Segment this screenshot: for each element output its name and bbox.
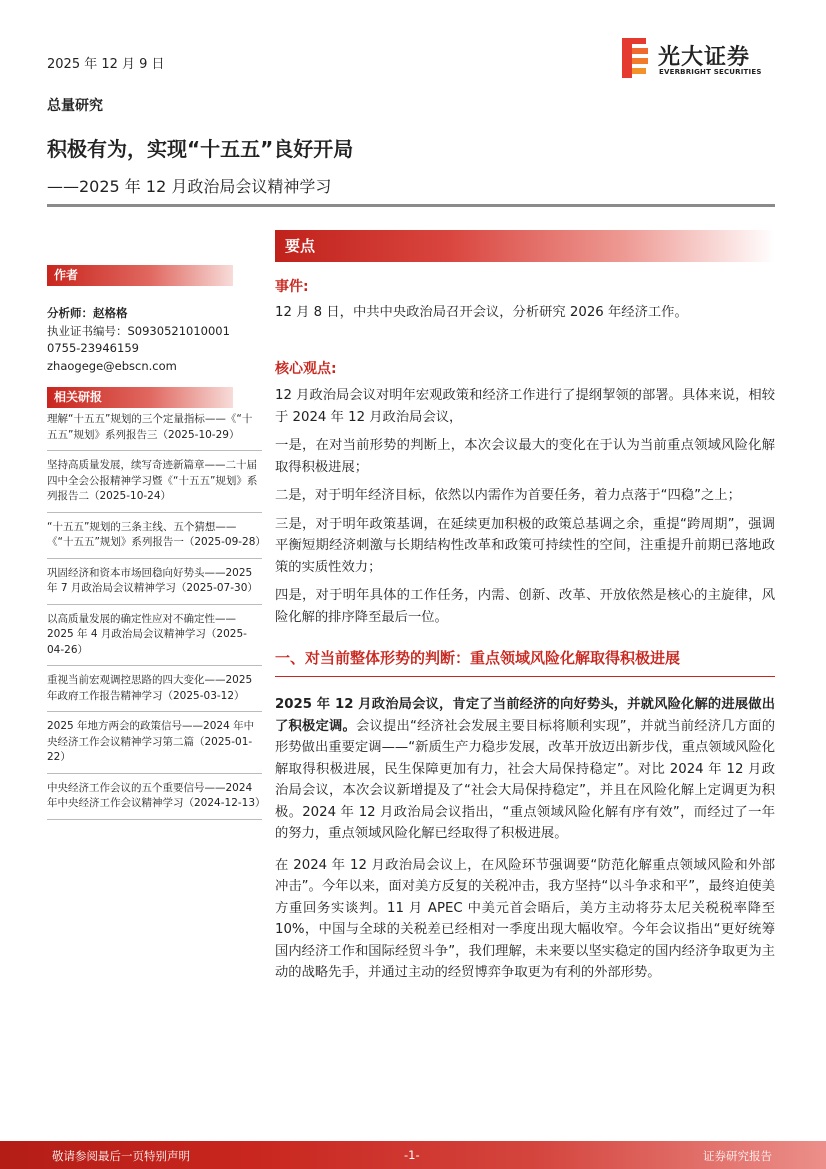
company-logo <box>620 38 780 82</box>
license-number: 执业证书编号：S0930521010001 <box>47 323 230 338</box>
research-link[interactable]: “十五五”规划的三条主线、五个猜想——《“十五五”规划》系列报告一（2025-09-28） <box>47 513 262 559</box>
disclaimer-note: 敬请参阅最后一页特别声明 <box>52 1149 190 1163</box>
section-body <box>275 694 775 994</box>
body-text: 会议提出“经济社会发展主要目标将顺利实现”，并就当前经济几方面的形势做出重要定调——“新质生产力稳步发展，改革开放迈出新步伐，重点领域风险化解取得积极进展，民生保障更加有力，社会大局保持稳定”。对比 2024 年 12 月政治局会议，本次会议新增提及了“社会大局保持稳定”，并且在风险化解上定调更为积极。2024 年 12 月政治局会议指出，“重点领域风险化解有序有效”，而经过了一年的努力，重点领域风险化解已经取得了积极进展。 <box>275 718 776 841</box>
core-view-paragraph: 二是，对于明年经济目标，依然以内需作为首要任务，着力点落于“四稳”之上； <box>275 488 741 503</box>
research-link[interactable]: 2025 年地方两会的政策信号——2024 年中央经济工作会议精神学习第二篇（2025-01-22） <box>47 712 262 774</box>
section-divider <box>275 676 775 677</box>
page-number: -1- <box>404 1148 420 1162</box>
research-link[interactable]: 坚持高质量发展，续写奇迹新篇章——二十届四中全会公报精神学习暨《“十五五”规划》系列报告二（2025-10-24） <box>47 451 262 513</box>
logo-text-en: EVERBRIGHT SECURITIES <box>659 68 762 76</box>
core-view-paragraph: 12 月政治局会议对明年宏观政策和经济工作进行了提纲挈领的部署。具体来说，相较于 2024 年 12 月政治局会议， <box>275 388 775 425</box>
research-link[interactable]: 重视当前宏观调控思路的四大变化——2025 年政府工作报告精神学习（2025-03-12） <box>47 666 262 712</box>
author-heading: 作者 <box>47 265 233 286</box>
event-label: 事件: <box>275 279 309 295</box>
email-address: zhaogege@ebscn.com <box>47 358 177 373</box>
event-text: 12 月 8 日，中共中央政治局召开会议，分析研究 2026 年经济工作。 <box>275 305 688 320</box>
page-footer <box>0 1141 826 1169</box>
core-view-paragraph: 四是，对于明年具体的工作任务，内需、创新、改革、开放依然是核心的主旋律，风险化解的排序降至最后一位。 <box>275 588 775 625</box>
everbright-logo-icon <box>620 38 650 78</box>
report-date: 2025 年 12 月 9 日 <box>47 57 165 72</box>
research-link[interactable]: 以高质量发展的确定性应对不确定性——2025 年 4 月政治局会议精神学习（2025-04-26） <box>47 605 262 667</box>
section-title: 一、对当前整体形势的判断：重点领域风险化解取得积极进展 <box>275 649 681 667</box>
body-paragraph: 在 2024 年 12 月政治局会议上，在风险环节强调要“防范化解重点领域风险和外部冲击”。今年以来，面对美方反复的关税冲击，我方坚持“以斗争求和平”，最终迫使美方重回务实谈判。11 月 APEC 中美元首会晤后，美方主动将芬太尼关税税率降至 10%，中国与全球的关税差已经相对一季度出现大幅收窄。今年会议指出“更好统筹国内经济工作和国际经贸斗争”，我们理解，未来要以坚实稳定的国内经济争取更为主动的战略先手，并通过主动的经贸博弈争取更为有利的外部形势。 <box>275 857 775 980</box>
research-link[interactable]: 巩固经济和资本市场回稳向好势头——2025 年 7 月政治局会议精神学习（2025-07-30） <box>47 559 262 605</box>
core-view-label: 核心观点: <box>275 361 337 377</box>
author-info <box>47 305 262 375</box>
core-view-list <box>275 385 775 635</box>
page-subtitle: ——2025 年 12 月政治局会议精神学习 <box>47 177 332 196</box>
key-points-heading: 要点 <box>275 230 775 262</box>
research-link[interactable]: 理解“十五五”规划的三个定量指标——《“十五五”规划》系列报告三（2025-10-29） <box>47 408 262 451</box>
analyst-name: 分析师：赵格格 <box>47 306 128 320</box>
body-emphasis: 2025 年 12 月政治局会议，肯定了当前经济的向好势头，并就风险化解的进展做出了积极定调。 <box>275 697 775 734</box>
phone-number: 0755-23946159 <box>47 341 139 355</box>
core-view-paragraph: 一是，在对当前形势的判断上，本次会议最大的变化在于认为当前重点领域风险化解取得积极进展； <box>275 438 775 475</box>
report-type: 证券研究报告 <box>703 1149 772 1163</box>
body-paragraph <box>275 694 775 845</box>
logo-text-cn: 光大证券 <box>658 45 751 70</box>
related-research-heading: 相关研报 <box>47 387 233 408</box>
research-link[interactable]: 中央经济工作会议的五个重要信号——2024 年中央经济工作会议精神学习（2024-12-13） <box>47 774 262 820</box>
report-category: 总量研究 <box>47 98 103 114</box>
header-divider <box>47 204 775 207</box>
page-title: 积极有为，实现“十五五”良好开局 <box>47 137 354 161</box>
core-view-paragraph: 三是，对于明年政策基调，在延续更加积极的政策总基调之余，重提“跨周期”，强调平衡短期经济刺激与长期结构性改革和政策可持续性的空间，注重提升前期已落地政策的实质性效力； <box>275 516 775 575</box>
related-research-list <box>47 408 266 820</box>
